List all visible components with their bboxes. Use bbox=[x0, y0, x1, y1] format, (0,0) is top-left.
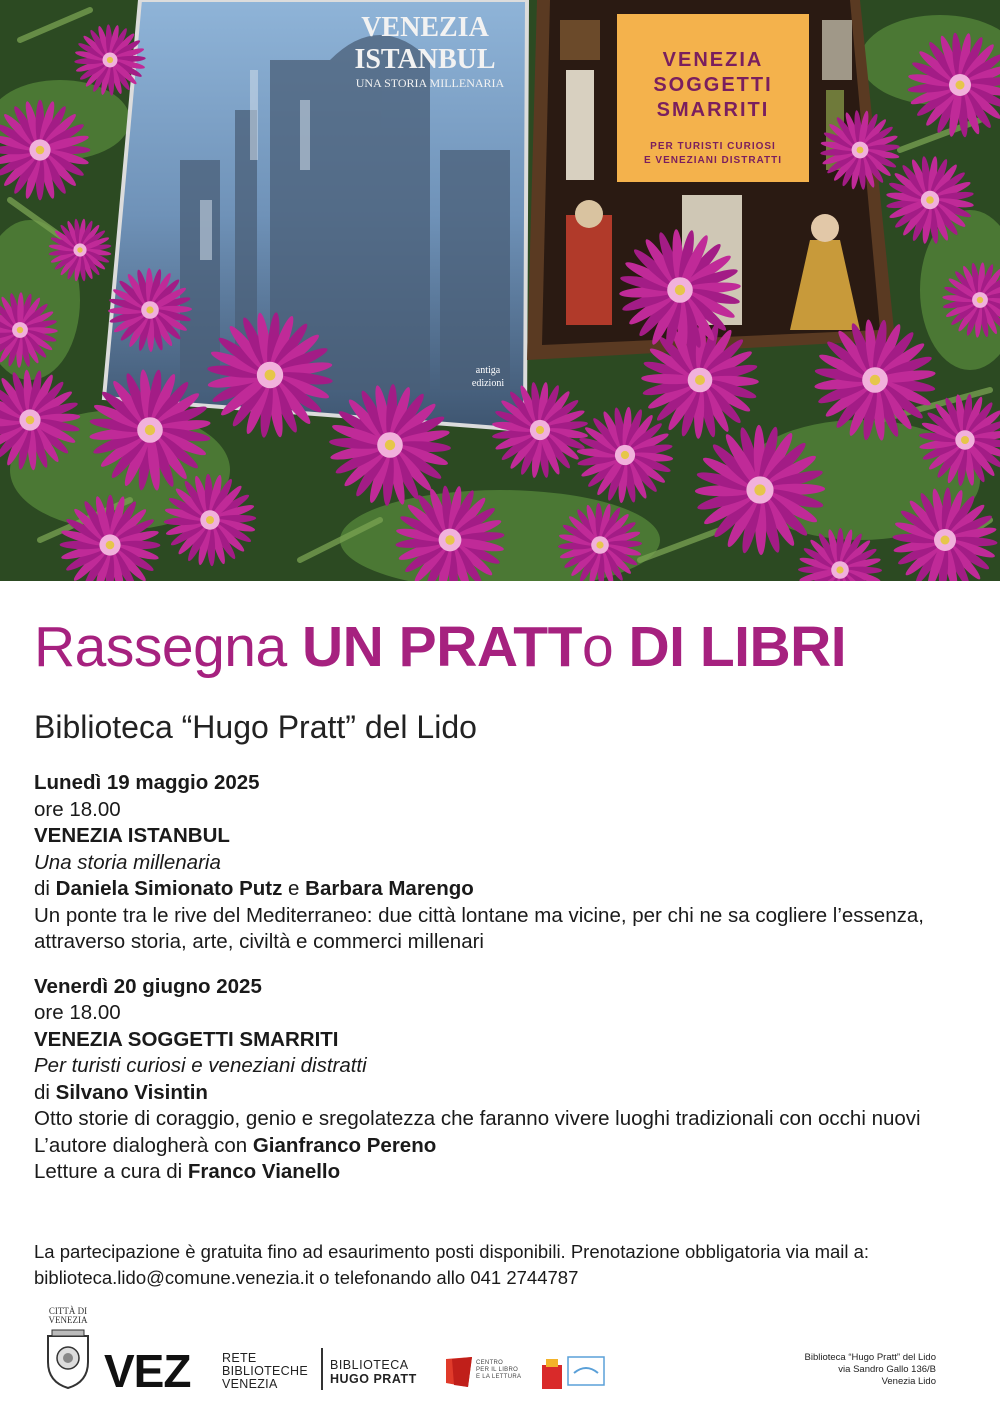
book2-subtitle-line1: PER TURISTI CURIOSI bbox=[650, 141, 776, 152]
footer-divider bbox=[321, 1348, 323, 1390]
author-name: Silvano Visintin bbox=[55, 1080, 208, 1104]
centro-line1: CENTRO bbox=[476, 1360, 504, 1366]
conjunction: e bbox=[288, 877, 300, 900]
address-line2: via Sandro Gallo 136/B bbox=[838, 1364, 936, 1375]
centro-libro-logo bbox=[444, 1355, 474, 1389]
event-time: ore 18.00 bbox=[34, 797, 121, 821]
event-description: Un ponte tra le rive del Mediterraneo: due città lontane ma vicine, per chi ne sa cogliere l’essenza, bbox=[34, 903, 924, 927]
book1-title-line2: ISTANBUL bbox=[354, 44, 496, 75]
title-o: o bbox=[581, 615, 614, 679]
citta-che-legge-logos bbox=[540, 1355, 608, 1391]
book2-title-line1: VENEZIA bbox=[662, 49, 764, 71]
centro-line2: PER IL LIBRO bbox=[476, 1367, 519, 1373]
library-address bbox=[805, 1352, 937, 1388]
event-book-subtitle: Per turisti curiosi e veneziani distratti bbox=[34, 1054, 367, 1077]
vez-wordmark: VEZ bbox=[104, 1351, 191, 1391]
page-subtitle: Biblioteca “Hugo Pratt” del Lido bbox=[34, 709, 477, 745]
title-di-libri: DI LIBRI bbox=[628, 615, 847, 679]
book1-publisher-line2: edizioni bbox=[471, 378, 505, 389]
biblio-line1: BIBLIOTECA bbox=[330, 1358, 409, 1372]
crest-label bbox=[40, 1307, 96, 1325]
event-authors bbox=[34, 1080, 974, 1107]
author-name: Barbara Marengo bbox=[305, 877, 474, 900]
book1-title-line1: VENEZIA bbox=[361, 12, 489, 43]
rete-line3: VENEZIA bbox=[222, 1377, 278, 1391]
title-un-pratt: UN PRATT bbox=[302, 615, 582, 679]
notice-line2: biblioteca.lido@comune.venezia.it o telefonando allo 041 2744787 bbox=[34, 1267, 579, 1288]
biblio-line2: HUGO PRATT bbox=[330, 1372, 417, 1386]
vez-logo bbox=[104, 1351, 216, 1391]
figure-soldier bbox=[566, 200, 612, 325]
address-line3: Venezia Lido bbox=[881, 1376, 936, 1387]
event-description: Otto storie di coraggio, genio e sregolatezza che faranno vivere luoghi tradizionali con occhi nuovi bbox=[34, 1107, 921, 1130]
by-label: di bbox=[34, 877, 50, 900]
address-line1: Biblioteca “Hugo Pratt” del Lido bbox=[804, 1352, 936, 1363]
event-reading bbox=[34, 1159, 974, 1186]
biblioteca-hugo-pratt-label bbox=[330, 1358, 417, 1386]
hero-photo bbox=[0, 0, 1000, 581]
hero-illustration bbox=[0, 0, 1000, 581]
event-dialogue bbox=[34, 1133, 974, 1160]
crest-label-line1: CITTÀ DI bbox=[48, 1306, 88, 1316]
rete-line1: RETE bbox=[222, 1351, 257, 1365]
venezia-crest-logo bbox=[44, 1328, 92, 1390]
event-date: Lunedì 19 maggio 2025 bbox=[34, 771, 260, 794]
booking-notice bbox=[34, 1239, 974, 1291]
event-authors bbox=[34, 876, 974, 903]
event-date: Venerdì 20 giugno 2025 bbox=[34, 974, 262, 998]
event-description: attraverso storia, arte, civiltà e commerci millenari bbox=[34, 930, 484, 953]
by-label: di bbox=[34, 1080, 50, 1104]
rete-line2: BIBLIOTECHE bbox=[222, 1364, 308, 1378]
event-1 bbox=[34, 770, 974, 956]
event-time: ore 18.00 bbox=[34, 1001, 121, 1024]
rete-biblioteche-label bbox=[222, 1352, 308, 1391]
events-list bbox=[34, 770, 974, 1204]
page-title bbox=[34, 612, 846, 682]
centro-line3: E LA LETTURA bbox=[476, 1374, 522, 1380]
crest-label-line2: VENEZIA bbox=[48, 1315, 88, 1325]
dialogue-prefix: L’autore dialogherà con bbox=[34, 1133, 248, 1157]
book2-title-line3: SMARRITI bbox=[656, 99, 770, 121]
event-book-title: VENEZIA SOGGETTI SMARRITI bbox=[34, 1027, 339, 1051]
dialogue-name: Gianfranco Pereno bbox=[252, 1133, 437, 1157]
event-book-title: VENEZIA ISTANBUL bbox=[34, 824, 230, 847]
event-book-subtitle: Una storia millenaria bbox=[34, 850, 221, 874]
centro-libro-label bbox=[476, 1360, 521, 1381]
book1-subtitle: UNA STORIA MILLENARIA bbox=[355, 76, 505, 90]
reading-name: Franco Vianello bbox=[187, 1160, 341, 1183]
book1-publisher-line1: antiga bbox=[475, 365, 501, 376]
title-rassegna: Rassegna bbox=[34, 615, 287, 679]
reading-prefix: Letture a cura di bbox=[34, 1160, 183, 1183]
book2-subtitle-line2: E VENEZIANI DISTRATTI bbox=[643, 155, 783, 166]
author-name: Daniela Simionato Putz bbox=[55, 877, 283, 900]
event-2 bbox=[34, 974, 974, 1186]
notice-line1: La partecipazione è gratuita fino ad esaurimento posti disponibili. Prenotazione obbligatoria via mail a: bbox=[34, 1241, 870, 1262]
book2-title-line2: SOGGETTI bbox=[653, 74, 773, 96]
